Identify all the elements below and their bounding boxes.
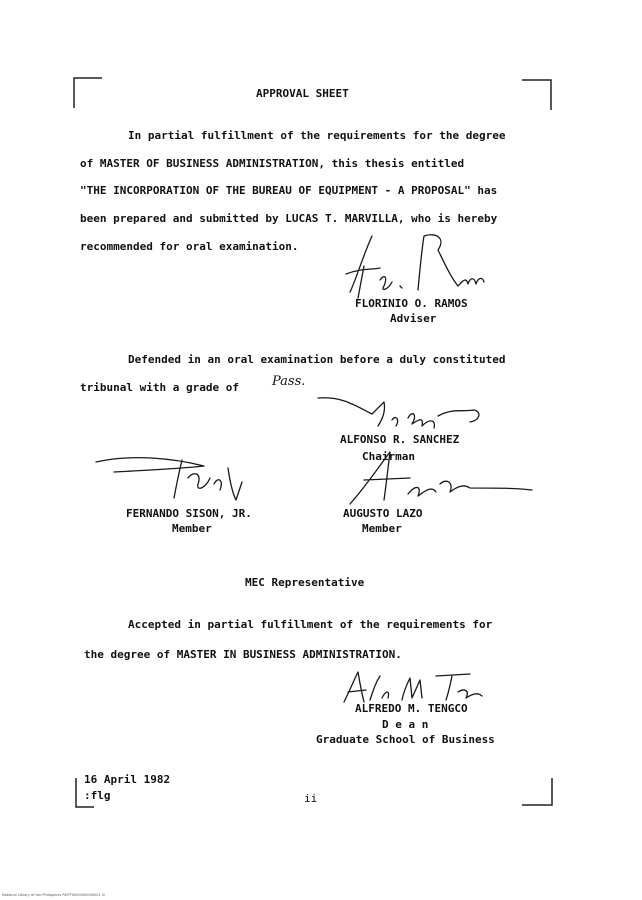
grade-handwritten: Pass. xyxy=(272,374,306,389)
page-number: ii xyxy=(304,792,318,805)
defense-line: Defended in an oral examination before a duly constituted xyxy=(128,353,506,366)
corner-bracket-top-right xyxy=(520,78,554,112)
member-right-signature xyxy=(346,446,536,510)
chairman-role: Chairman xyxy=(362,450,415,463)
corner-bracket-bottom-right xyxy=(520,776,556,810)
intro-line: of MASTER OF BUSINESS ADMINISTRATION, this thesis entitled xyxy=(80,157,465,170)
mec-representative-label: MEC Representative xyxy=(245,576,365,589)
library-footer: National Library of the Philippines RGPT0000000000001 iii xyxy=(2,893,105,897)
date: 16 April 1982 xyxy=(84,773,171,786)
chairman-name: ALFONSO R. SANCHEZ xyxy=(340,433,460,446)
adviser-name: FLORINIO O. RAMOS xyxy=(355,297,468,310)
member-left-name: FERNANDO SISON, JR. xyxy=(126,507,252,520)
member-right-role: Member xyxy=(362,522,402,535)
intro-line: been prepared and submitted by LUCAS T. MARVILLA, who is hereby xyxy=(80,212,498,225)
typist-initials: :flg xyxy=(84,789,111,802)
adviser-role: Adviser xyxy=(390,312,437,325)
member-left-role: Member xyxy=(172,522,212,535)
dean-role: D e a n xyxy=(382,718,429,731)
acceptance-line: Accepted in partial fulfillment of the requirements for xyxy=(128,618,493,631)
defense-line: tribunal with a grade of xyxy=(80,381,239,394)
dean-name: ALFREDO M. TENGCO xyxy=(355,702,468,715)
document-title: APPROVAL SHEET xyxy=(256,87,349,100)
member-left-signature xyxy=(92,448,252,508)
dean-school: Graduate School of Business xyxy=(316,733,495,746)
member-right-name: AUGUSTO LAZO xyxy=(343,507,423,520)
intro-line: recommended for oral examination. xyxy=(80,240,299,253)
intro-line: "THE INCORPORATION OF THE BUREAU OF EQUIPMENT - A PROPOSAL" has xyxy=(80,184,498,197)
intro-line: In partial fulfillment of the requirements for the degree xyxy=(128,129,506,142)
adviser-signature xyxy=(340,228,490,300)
corner-bracket-top-left xyxy=(72,76,104,110)
acceptance-line: the degree of MASTER IN BUSINESS ADMINISTRATION. xyxy=(84,648,402,661)
